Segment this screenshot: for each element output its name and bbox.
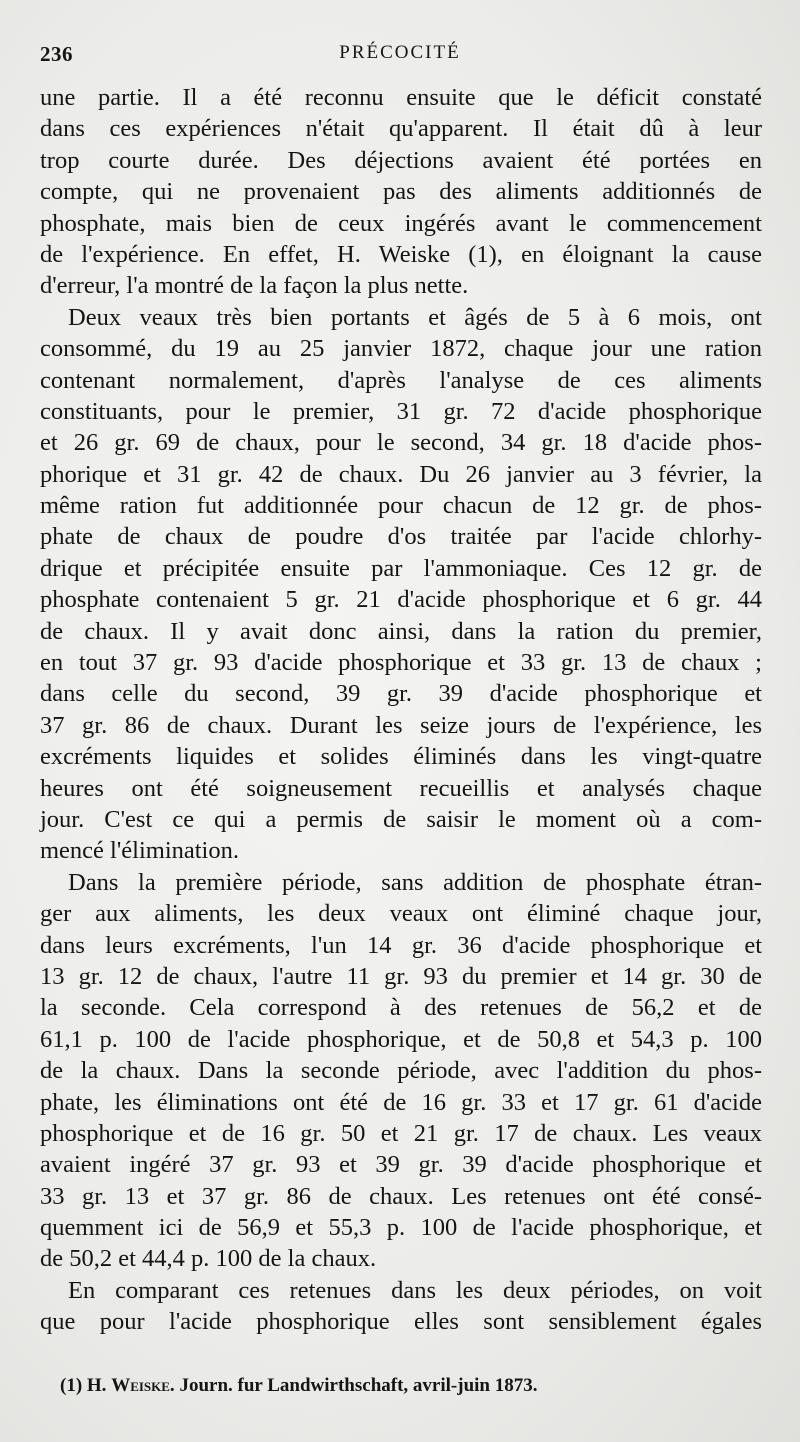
page-header [40, 42, 760, 72]
paragraph [40, 1275, 762, 1338]
text-line: 33 gr. 13 et 37 gr. 86 de chaux. Les retenues ont été consé- [40, 1182, 762, 1210]
text-line: dans leurs excréments, l'un 14 gr. 36 d'acide phosphorique et [40, 931, 762, 959]
text-line: de la chaux. Dans la seconde période, avec l'addition du phos- [40, 1057, 762, 1085]
text-line: phosphorique et de 16 gr. 50 et 21 gr. 17 de chaux. Les veaux [40, 1119, 762, 1147]
paragraph [40, 302, 762, 867]
footnote-marker: (1) H. [60, 1375, 107, 1396]
text-line: de 50,2 et 44,4 p. 100 de la chaux. [40, 1245, 377, 1273]
text-line: en tout 37 gr. 93 d'acide phosphorique et 33 gr. 13 de chaux ; [40, 649, 762, 677]
text-line: une partie. Il a été reconnu ensuite que le déficit constaté [40, 84, 762, 111]
paragraph [40, 82, 762, 302]
text-line: même ration fut additionnée pour chacun de 12 gr. de phos- [40, 492, 762, 520]
text-line: contenant normalement, d'après l'analyse de ces aliments [40, 366, 762, 394]
text-line: dans ces expériences n'était qu'apparent. Il était dû à leur [40, 115, 762, 143]
text-line: 61,1 p. 100 de l'acide phosphorique, et de 50,8 et 54,3 p. 100 [40, 1025, 762, 1053]
running-title: PRÉCOCITÉ [339, 42, 461, 63]
text-line: jour. C'est ce qui a permis de saisir le moment où a com- [40, 805, 762, 833]
text-line: phate, les éliminations ont été de 16 gr. 33 et 17 gr. 61 d'acide [40, 1088, 762, 1116]
text-line: phate de chaux de poudre d'os traitée par l'acide chlorhy- [40, 523, 762, 551]
text-line: d'erreur, l'a montré de la façon la plus nette. [40, 272, 469, 300]
text-line: excréments liquides et solides éliminés dans les vingt-quatre [40, 743, 762, 771]
text-line: consommé, du 19 au 25 janvier 1872, chaque jour une ration [40, 335, 762, 363]
text-line: phosphate, mais bien de ceux ingérés avant le commencement [40, 209, 762, 237]
text-line: quemment ici de 56,9 et 55,3 p. 100 de l'acide phosphorique, et [40, 1214, 762, 1242]
paragraph [40, 867, 762, 1275]
text-line: Deux veaux très bien portants et âgés de 5 à 6 mois, ont [68, 303, 762, 331]
text-line: 37 gr. 86 de chaux. Durant les seize jours de l'expérience, les [40, 711, 762, 739]
footnote-author: Weiske. [111, 1375, 175, 1396]
text-line: Dans la première période, sans addition de phosphate étran- [68, 868, 762, 896]
text-line: et 26 gr. 69 de chaux, pour le second, 34 gr. 18 d'acide phos- [40, 429, 762, 457]
text-line: phosphate contenaient 5 gr. 21 d'acide phosphorique et 6 gr. 44 [40, 586, 762, 614]
text-line: mencé l'élimination. [40, 837, 239, 865]
text-line: trop courte durée. Des déjections avaient été portées en [40, 146, 762, 174]
text-line: de chaux. Il y avait donc ainsi, dans la ration du premier, [40, 617, 762, 645]
page-number: 236 [40, 42, 73, 66]
text-line: heures ont été soigneusement recueillis et analysés chaque [40, 774, 762, 802]
footnote [60, 1375, 760, 1397]
text-line: la seconde. Cela correspond à des retenues de 56,2 et de [40, 994, 762, 1022]
text-line: constituants, pour le premier, 31 gr. 72 d'acide phosphorique [40, 397, 762, 425]
text-line: dans celle du second, 39 gr. 39 d'acide phosphorique et [40, 680, 762, 708]
text-line: compte, qui ne provenaient pas des aliments additionnés de [40, 178, 762, 206]
text-line: drique et précipitée ensuite par l'ammoniaque. Ces 12 gr. de [40, 554, 762, 582]
footnote-text: Journ. fur Landwirthschaft, avril-juin 1873. [179, 1375, 538, 1396]
text-line: de l'expérience. En effet, H. Weiske (1), en éloignant la cause [40, 240, 762, 268]
text-line: 13 gr. 12 de chaux, l'autre 11 gr. 93 du premier et 14 gr. 30 de [40, 962, 762, 990]
text-line: ger aux aliments, les deux veaux ont éliminé chaque jour, [40, 900, 762, 928]
text-line: avaient ingéré 37 gr. 93 et 39 gr. 39 d'acide phosphorique et [40, 1151, 762, 1179]
text-line: phorique et 31 gr. 42 de chaux. Du 26 janvier au 3 février, la [40, 460, 762, 488]
text-line: En comparant ces retenues dans les deux périodes, on voit [68, 1276, 762, 1304]
text-line: que pour l'acide phosphorique elles sont sensiblement égales [40, 1308, 762, 1336]
body-text [40, 82, 762, 1338]
